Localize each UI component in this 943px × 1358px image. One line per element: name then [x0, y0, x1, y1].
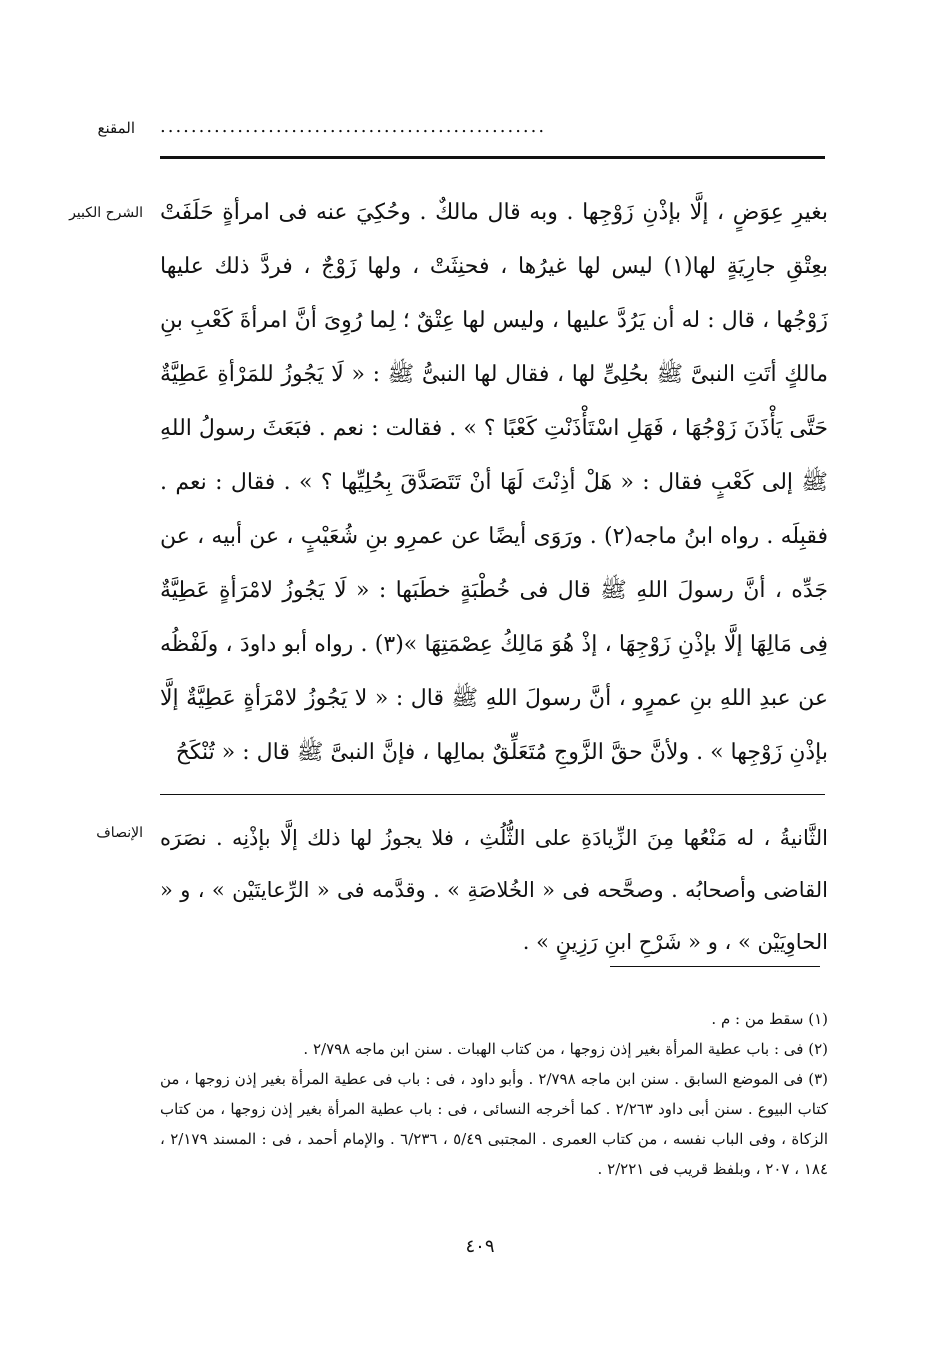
footnote-1: (١) سقط من : م . [711, 1010, 828, 1028]
footnote-3: (٣) فى الموضع السابق . سنن ابن ماجه ٢/٧٩٨ . وأبو داود ، فى : باب فى عطية المرأة بغير إذن زوجها ، من كتاب البيوع . سنن أبى داود ٢/٢٦٣ . كما أخرجه النسائى ، فى : باب عطية المرأة بغير إذن زوجها ، من كتاب الزكاة ، وفى الباب نفسه ، من كتاب العمرى . المجتبى ٥/٤٩ ، ٦/٢٣٦ . والإمام أحمد ، فى : المسند ٢/١٧٩ ، ١٨٤ ، ٢٠٧ ، وبلفظ قريب فى ٢/٢٢١ . [160, 1070, 829, 1178]
running-header [160, 112, 825, 142]
side-label-sharh: الشرح الكبير [69, 205, 143, 221]
footnotes [160, 1004, 828, 1184]
header-rule [160, 156, 825, 159]
insaf-paragraph: الثَّانيةُ ، له مَنْعُها مِنَ الزِّيادَةِ على الثُّلُثِ ، فلا يجوزُ لها ذلك إلَّا بإذْنِه . نصَرَه القاضى وأصحابُه . وصحَّحه فى « الخُلاصَةِ » . وقدَّمه فى « الرِّعايتَيْن » ، و « الحاوِيَيْن » ، و « شَرْحِ ابنِ رَزِينٍ » . [160, 826, 828, 954]
footnote-separator [610, 966, 820, 967]
footnote-2: (٢) فى : باب عطية المرأة بغير إذن زوجها ، من كتاب الهبات . سنن ابن ماجه ٢/٧٩٨ . [303, 1040, 828, 1058]
header-dot-leader: .................................................. [160, 116, 547, 137]
side-label-insaf: الإنصاف [96, 825, 143, 841]
page-number: ٤٠٩ [465, 1236, 495, 1257]
sharh-text-block [160, 186, 828, 780]
sharh-paragraph: بغيرِ عِوَضٍ ، إلَّا بإذْنِ زَوْجِها . وبه قال مالكٌ . وحُكِيَ عنه فى امرأةٍ حَلَفَتْ بعِتْقِ جارِيَةٍ لها(١) ليس لها غيرُها ، فحنِثَتْ ، ولها زَوْجٌ ، فردَّ ذلك عليها زَوْجُها ، قال : له أن يَرُدَّ عليها ، وليس لها عِتْقٌ ؛ لِما رُوِىَ أنَّ امرأةَ كَعْبِ بنِ مالكٍ أتَتِ النبىَّ ﷺ بحُلِىٍّ لها ، فقال لها النبىُّ ﷺ : « لَا يَجُوزُ للمَرْأةِ عَطِيَّةٌ حَتَّى يَأْذَنَ زَوْجُهَا ، فَهَلِ اسْتَأْذَنْتِ كَعْبًا ؟ » . فقالت : نعم . فبَعَثَ رسولُ اللهِ ﷺ إلى كَعْبٍ فقال : « هَلْ أذِنْتَ لَهَا أنْ تَتَصَدَّقَ بِحُلِيِّها ؟ » . فقال : نعم . فقبِلَه . رواه ابنُ ماجه(٢) . ورَوَى أيضًا عن عمرِو بنِ شُعَيْبٍ ، عن أبيه ، عن جَدِّه ، أنَّ رسولَ اللهِ ﷺ قال فى خُطْبَةٍ خطَبَها : « لَا يَجُوزُ لامْرَأةٍ عَطِيَّةٌ فِى مَالِهَا إلَّا بإذْنِ زَوْجِهَا ، إذْ هُوَ مَالِكُ عِصْمَتِهَا »(٣) . رواه أبو داودَ ، ولَفْظُه عن عبدِ اللهِ بنِ عمرٍو ، أنَّ رسولَ اللهِ ﷺ قال : « لا يَجُوزُ لامْرَأةٍ عَطِيَّةٌ إلَّا بإذْنِ زَوْجِها » . ولأنَّ حقَّ الزَّوجِ مُتَعَلِّقٌ بمالِها ، فإنَّ النبىَّ ﷺ قال : « تُنْكَحُ [160, 200, 829, 765]
insaf-text-block [160, 812, 828, 968]
header-book-title: المقنع [97, 119, 135, 137]
section-divider [160, 794, 825, 795]
